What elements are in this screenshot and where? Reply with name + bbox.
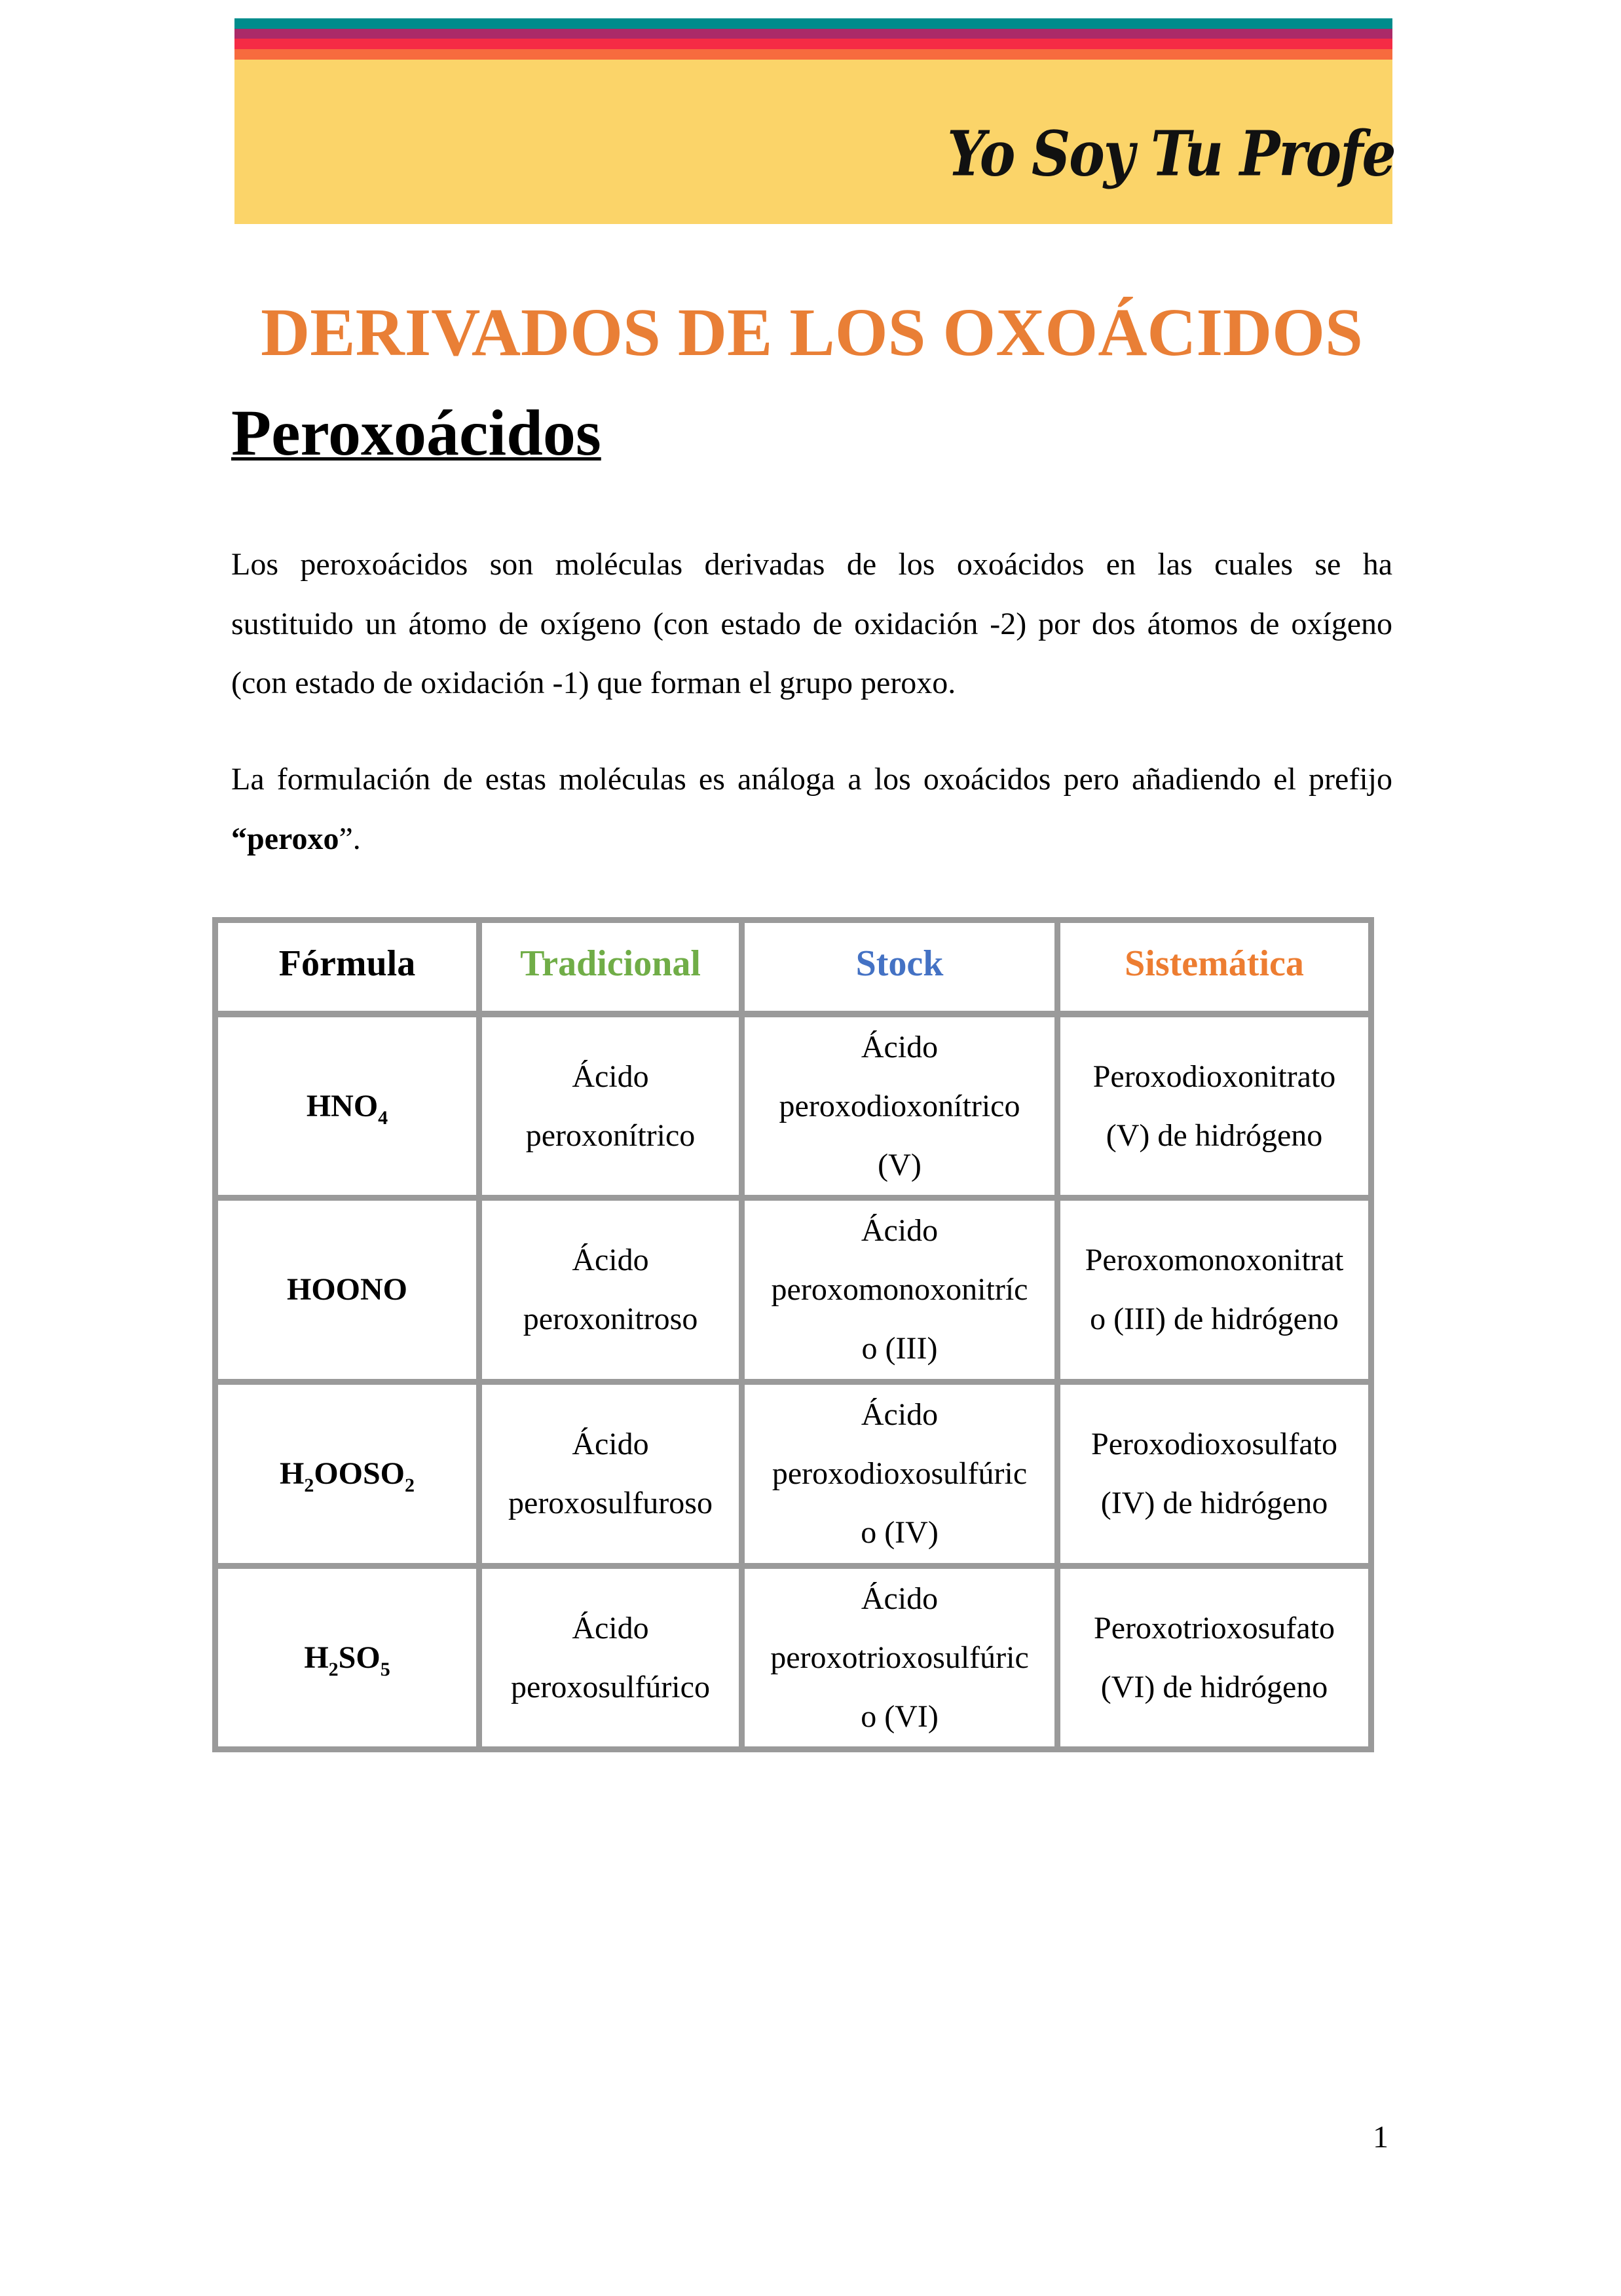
cell-stock	[745, 1201, 1054, 1379]
page-title: DERIVADOS DE LOS OXOÁCIDOS	[261, 295, 1363, 370]
cell-stock	[745, 1385, 1054, 1563]
cell-line: Ácido	[572, 1243, 649, 1277]
brand-logo-text: Yo Soy Tu Profe	[947, 117, 1395, 191]
cell-line: peroxotrioxosulfúric	[770, 1640, 1029, 1675]
cell-tradicional	[482, 1385, 739, 1563]
formula-text	[304, 1628, 390, 1687]
header-banner	[234, 18, 1395, 224]
cell-line: peroxodioxonítrico	[779, 1088, 1020, 1123]
formula-part: H	[279, 1456, 305, 1491]
header-tradicional-label: Tradicional	[520, 943, 701, 984]
stripe-orange	[234, 49, 1392, 60]
cell-sistematica	[1060, 1017, 1368, 1195]
cell-line: peroxodioxosulfúric	[772, 1456, 1028, 1491]
open-quote: “	[231, 821, 247, 856]
paragraph-formulation	[231, 750, 1392, 869]
cell-line: o (VI)	[861, 1699, 939, 1734]
paragraph-line-emphasis	[231, 810, 1392, 869]
header-stock	[745, 923, 1054, 1011]
formula-part: H	[304, 1640, 329, 1675]
cell-formula	[218, 1385, 476, 1563]
paragraph-line: (con estado de oxidación -1) que forman el grupo peroxo.	[231, 666, 956, 700]
cell-line: Ácido	[861, 1397, 939, 1432]
formula-part: HNO	[306, 1088, 379, 1123]
cell-tradicional	[482, 1569, 739, 1746]
prefix-emphasis: peroxo	[247, 821, 339, 856]
cell-line: o (III)	[861, 1331, 938, 1366]
cell-stock	[745, 1569, 1054, 1746]
cell-line: Ácido	[572, 1610, 649, 1646]
formula-part: SO	[338, 1640, 381, 1675]
cell-line: Ácido	[572, 1427, 649, 1461]
cell-sistematica	[1060, 1569, 1368, 1746]
cell-line: o (IV)	[861, 1515, 939, 1550]
formula-subscript: 4	[378, 1106, 388, 1129]
brand-logo	[947, 117, 1395, 195]
cell-line: o (III) de hidrógeno	[1090, 1302, 1339, 1336]
stripe-red	[234, 39, 1392, 49]
page-number: 1	[1373, 2120, 1388, 2155]
formula-text	[280, 1444, 415, 1503]
section-heading: Peroxoácidos	[231, 396, 601, 469]
formula-subscript: 5	[380, 1658, 390, 1680]
formula-subscript: 2	[405, 1475, 415, 1496]
cell-sistematica	[1060, 1201, 1368, 1379]
header-sistematica-label: Sistemática	[1125, 943, 1304, 984]
formula-part: OOSO	[314, 1456, 405, 1491]
stripe-teal	[234, 18, 1392, 29]
header-stock-label: Stock	[855, 943, 944, 984]
cell-line: Ácido	[861, 1213, 939, 1248]
cell-tradicional	[482, 1201, 739, 1379]
cell-formula	[218, 1569, 476, 1746]
period: .	[352, 821, 361, 856]
paragraph-line: La formulación de estas moléculas es análoga a los oxoácidos pero añadiendo el prefijo	[231, 762, 1392, 797]
header-formula	[218, 923, 476, 1011]
cell-sistematica	[1060, 1385, 1368, 1563]
cell-line: peroxosulfuroso	[508, 1486, 713, 1520]
cell-line: Peroxodioxonitrato	[1092, 1059, 1336, 1094]
paragraph-line: Los peroxoácidos son moléculas derivadas de los oxoácidos en las cuales se ha	[231, 547, 1392, 582]
header-sistematica	[1060, 923, 1368, 1011]
cell-line: peroxomonoxonitríc	[771, 1272, 1028, 1307]
cell-line: Peroxotrioxosufato	[1094, 1610, 1335, 1646]
formula-text	[307, 1077, 388, 1136]
header-formula-label: Fórmula	[278, 943, 416, 984]
cell-line: (V) de hidrógeno	[1106, 1118, 1323, 1153]
cell-tradicional	[482, 1017, 739, 1195]
nomenclature-table	[212, 917, 1374, 1752]
paragraph-line: sustituido un átomo de oxígeno (con estado de oxidación -2) por dos átomos de oxígeno	[231, 606, 1392, 641]
cell-line: Ácido	[572, 1059, 649, 1094]
cell-line: (IV) de hidrógeno	[1100, 1486, 1328, 1520]
cell-formula	[218, 1201, 476, 1379]
cell-line: Peroxomonoxonitrat	[1085, 1243, 1344, 1277]
cell-line: (VI) de hidrógeno	[1100, 1669, 1328, 1704]
formula-subscript: 2	[328, 1658, 339, 1680]
cell-formula	[218, 1017, 476, 1195]
stripe-purple	[234, 29, 1392, 39]
paragraph-intro	[231, 535, 1392, 713]
close-quote: ”	[339, 821, 353, 856]
formula-subscript: 2	[304, 1475, 314, 1496]
cell-line: Ácido	[861, 1029, 939, 1064]
formula-part: HOONO	[286, 1272, 407, 1307]
cell-line: Peroxodioxosulfato	[1091, 1427, 1337, 1461]
cell-stock	[745, 1017, 1054, 1195]
cell-line: peroxonítrico	[525, 1118, 696, 1153]
cell-line: peroxonitroso	[523, 1302, 698, 1336]
cell-line: Ácido	[861, 1581, 939, 1616]
formula-text	[287, 1260, 407, 1319]
cell-line: (V)	[878, 1147, 922, 1182]
header-tradicional	[482, 923, 739, 1011]
cell-line: peroxosulfúrico	[511, 1669, 710, 1704]
